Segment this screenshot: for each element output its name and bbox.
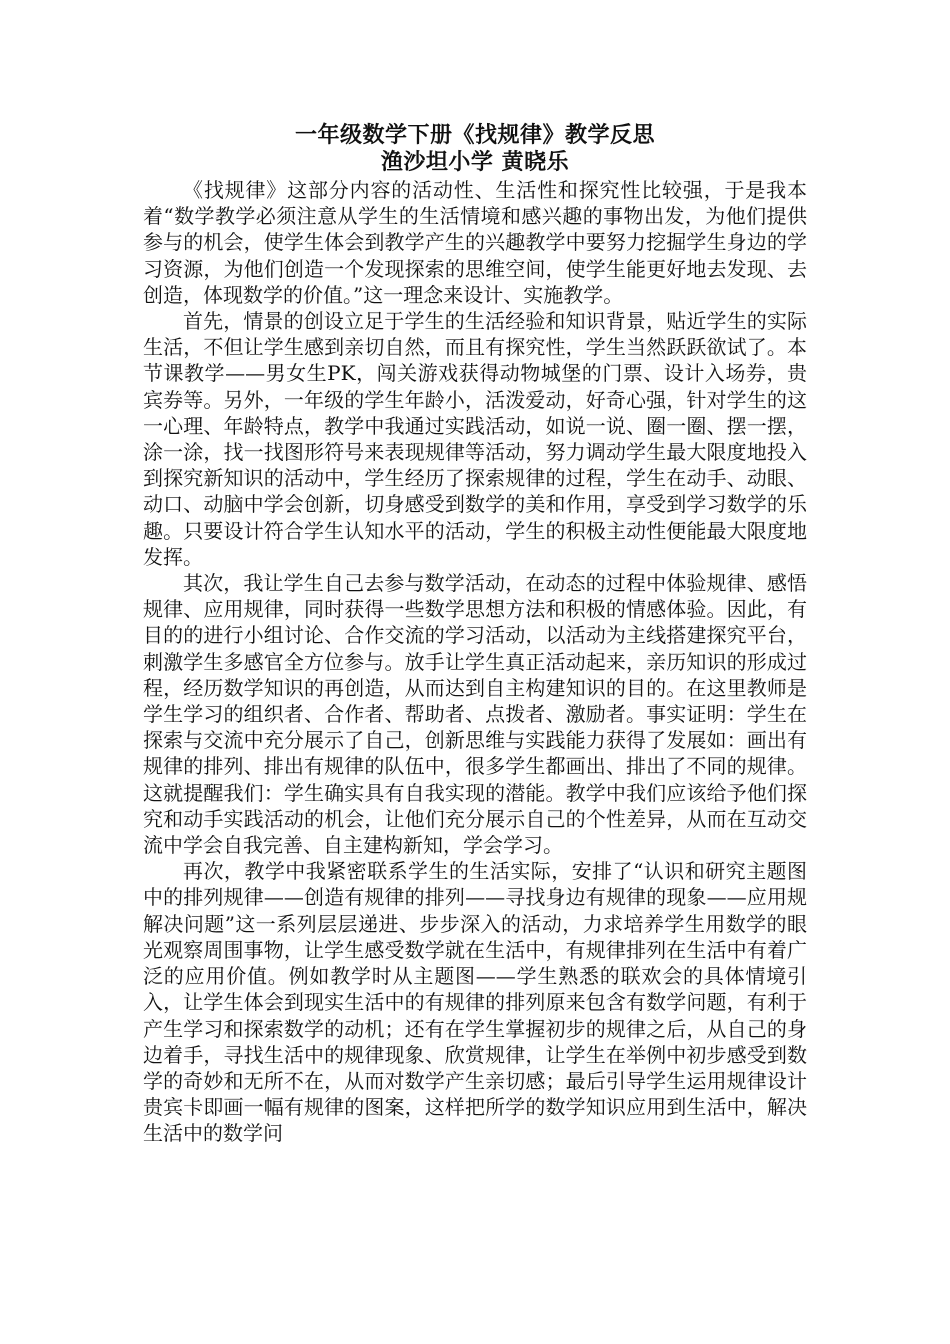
paragraph-second: 其次，我让学生自己去参与数学活动，在动态的过程中体验规律、感悟规律、应用规律，同时获得一些数学思想方法和积极的情感体验。因此，有目的的进行小组讨论、合作交流的学习活动，以活动为主线搭建探究平台，刺激学生多感官全方位参与。放手让学生真正活动起来，亲历知识的形成过程，经历数学知识的再创造，从而达到自主构建知识的目的。在这里教师是学生学习的组织者、合作者、帮助者、点拨者、激励者。事实证明：学生在探索与交流中充分展示了自己，创新思维与实践能力获得了发展如：画出有规律的排列、排出有规律的队伍中，很多学生都画出、排出了不同的规律。这就提醒我们：学生确实具有自我实现的潜能。教学中我们应该给予他们探究和动手实践活动的机会，让他们充分展示自己的个性差异，从而在互动交流中学会自我完善、自主建构新知，学会学习。 xyxy=(143,571,807,858)
author-line: 渔沙坦小学 黄晓乐 xyxy=(380,149,570,175)
paragraph-intro: 《找规律》这部分内容的活动性、生活性和探究性比较强，于是我本着“数学教学必须注意从学生的生活情境和感兴趣的事物出发，为他们提供参与的机会，使学生体会到教学产生的兴趣教学中要努力挖掘学生身边的学习资源，为他们创造一个发现探索的思维空间，使学生能更好地去发现、去创造，体现数学的价值。”这一理念来设计、实施教学。 xyxy=(143,178,807,307)
paragraph-third: 再次，教学中我紧密联系学生的生活实际，安排了“认识和研究主题图中的排列规律——创造有规律的排列——寻找身边有规律的现象——应用规解决问题”这一系列层层递进、步步深入的活动，力求培养学生用数学的眼光观察周围事物，让学生感受数学就在生活中，有规律排列在生活中有着广泛的应用价值。例如教学时从主题图——学生熟悉的联欢会的具体情境引入，让学生体会到现实生活中的有规律的排列原来包含有数学问题，有利于产生学习和探索数学的动机；还有在学生掌握初步的规律之后，从自己的身边着手，寻找生活中的规律现象、欣赏规律，让学生在举例中初步感受到数学的奇妙和无所不在，从而对数学产生亲切感；最后引导学生运用规律设计贵宾卡即画一幅有规律的图案，这样把所学的数学知识应用到生活中，解决生活中的数学问 xyxy=(143,859,807,1146)
document-title: 一年级数学下册《找规律》教学反思 xyxy=(294,122,655,148)
paragraph-first: 首先，情景的创设立足于学生的生活经验和知识背景，贴近学生的实际生活，不但让学生感到亲切自然，而且有探究性，学生当然跃跃欲试了。本节课教学——男女生PK，闯关游戏获得动物城堡的门票、设计入场券，贵宾券等。另外，一年级的学生年龄小，活泼爱动，好奇心强，针对学生的这一心理、年龄特点，教学中我通过实践活动，如说一说、圈一圈、摆一摆，涂一涂，找一找图形符号来表现规律等活动，努力调动学生最大限度地投入到探究新知识的活动中，学生经历了探索规律的过程，学生在动手、动眼、动口、动脑中学会创新，切身感受到数学的美和作用，享受到学习数学的乐趣。只要设计符合学生认知水平的活动，学生的积极主动性便能最大限度地发挥。 xyxy=(143,309,807,569)
document-page xyxy=(143,122,807,1147)
